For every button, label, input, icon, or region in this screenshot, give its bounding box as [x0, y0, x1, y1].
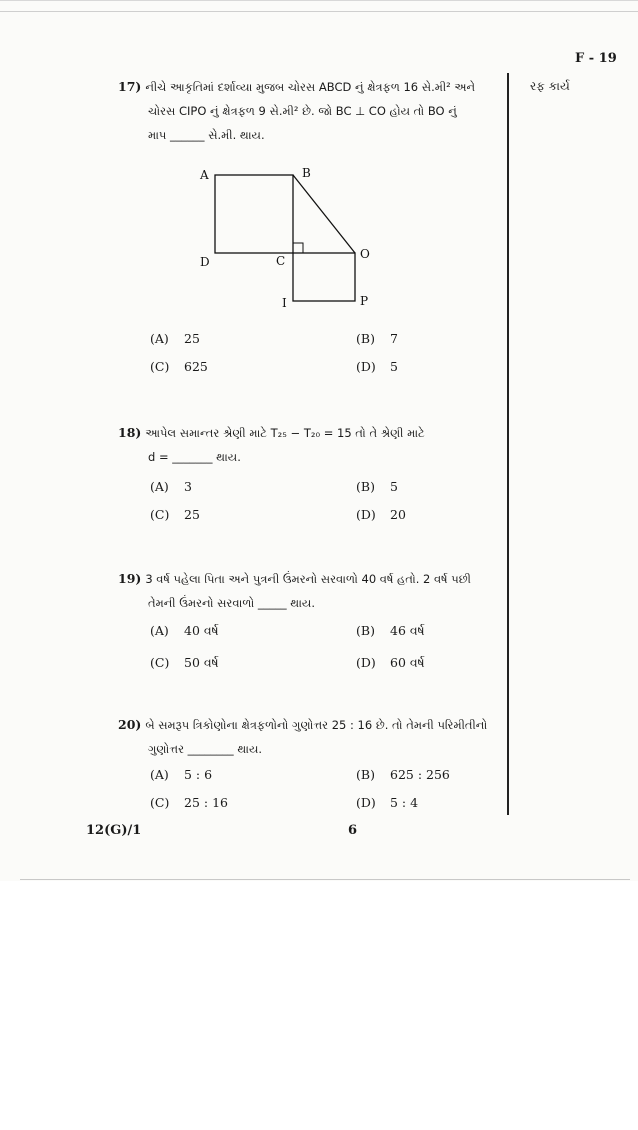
question-number: 19) — [118, 571, 142, 586]
question-text-line: d = _______ થાય. — [148, 450, 241, 464]
option-value: 60 વર્ષ — [390, 655, 425, 670]
option-a[interactable] — [150, 767, 212, 782]
option-c[interactable] — [150, 359, 208, 374]
option-c[interactable] — [150, 507, 200, 522]
option-value: 50 વર્ષ — [184, 655, 219, 670]
option-value: 7 — [390, 331, 398, 346]
question-17 — [118, 75, 506, 147]
label-i: I — [282, 296, 287, 310]
square-abcd — [215, 175, 293, 253]
option-value: 5 : 4 — [390, 795, 419, 810]
option-c[interactable] — [150, 655, 219, 671]
option-label: (A) — [150, 767, 169, 782]
page-code: F - 19 — [575, 51, 617, 66]
option-label: (D) — [356, 359, 376, 374]
option-value: 46 વર્ષ — [390, 623, 425, 638]
label-a: A — [200, 168, 209, 182]
question-text-line: બે સમરૂપ ત્રિકોણોના ક્ષેત્રફળોનો ગુણોત્તર 25 : 16 છે. તો તેમની પરિમીતીનો — [145, 718, 488, 732]
option-value: 3 — [184, 479, 192, 494]
option-b[interactable] — [356, 479, 398, 494]
option-value: 25 — [184, 331, 200, 346]
top-rule — [0, 11, 638, 12]
option-b[interactable] — [356, 623, 425, 639]
option-value: 40 વર્ષ — [184, 623, 219, 638]
option-label: (A) — [150, 623, 169, 638]
question-19 — [118, 567, 506, 615]
right-angle-mark — [293, 243, 303, 253]
option-value: 5 — [390, 359, 398, 374]
option-label: (A) — [150, 479, 169, 494]
question-text-line: ચોરસ CIPO નું ક્ષેત્રફળ 9 સે.મી² છે. જો BC ⊥ CO હોય તો BO નું — [148, 104, 457, 118]
rough-work-divider — [507, 73, 509, 815]
option-b[interactable] — [356, 767, 450, 782]
option-d[interactable] — [356, 655, 425, 671]
label-c: C — [276, 254, 286, 268]
question-text-line: નીચે આકૃતિમાં દર્શાવ્યા મુજબ ચોરસ ABCD નું ક્ષેત્રફળ 16 સે.મી² અને — [145, 80, 476, 94]
question-text-line: 3 વર્ષ પહેલા પિતા અને પુત્રની ઉંમરનો સરવાળો 40 વર્ષ હતો. 2 વર્ષ પછી — [145, 572, 471, 586]
segment-bo — [293, 175, 355, 253]
square-figure — [190, 163, 390, 311]
option-label: (D) — [356, 795, 376, 810]
paper-code: 12(G)/1 — [86, 823, 142, 838]
question-text-line: ગુણોત્તર ________ થાય. — [148, 742, 263, 756]
option-d[interactable] — [356, 507, 406, 522]
question-text-line: માપ ______ સે.મી. થાય. — [148, 128, 265, 142]
option-value: 25 : 16 — [184, 795, 228, 810]
option-a[interactable] — [150, 479, 192, 494]
option-value: 625 : 256 — [390, 767, 450, 782]
page-number: 6 — [348, 823, 358, 838]
question-number: 18) — [118, 425, 142, 440]
option-label: (A) — [150, 331, 169, 346]
option-label: (B) — [356, 767, 375, 782]
option-label: (D) — [356, 655, 376, 670]
option-value: 5 : 6 — [184, 767, 213, 782]
option-value: 20 — [390, 507, 406, 522]
option-value: 25 — [184, 507, 200, 522]
option-label: (B) — [356, 623, 375, 638]
question-number: 17) — [118, 79, 142, 94]
option-label: (C) — [150, 359, 170, 374]
option-label: (C) — [150, 655, 170, 670]
option-label: (B) — [356, 479, 375, 494]
label-b: B — [302, 166, 311, 180]
question-18 — [118, 421, 506, 469]
option-d[interactable] — [356, 795, 418, 810]
option-c[interactable] — [150, 795, 228, 810]
label-d: D — [200, 255, 210, 269]
rough-work-label: રફ કાર્ય — [530, 79, 570, 93]
bottom-rule — [20, 879, 630, 880]
option-d[interactable] — [356, 359, 398, 374]
question-20 — [118, 713, 506, 761]
option-label: (C) — [150, 507, 170, 522]
label-o: O — [360, 247, 370, 261]
option-a[interactable] — [150, 331, 200, 346]
label-p: P — [360, 294, 369, 308]
square-cipo — [293, 253, 355, 301]
question-text-line: તેમની ઉંમરનો સરવાળો _____ થાય. — [148, 596, 315, 610]
option-label: (D) — [356, 507, 376, 522]
option-label: (B) — [356, 331, 375, 346]
option-a[interactable] — [150, 623, 219, 639]
question-number: 20) — [118, 717, 142, 732]
question-text-line: આપેલ સમાન્તર શ્રેણી માટે T₂₅ − T₂₀ = 15 તો તે શ્રેણી માટે — [145, 426, 425, 440]
option-b[interactable] — [356, 331, 398, 346]
option-label: (C) — [150, 795, 170, 810]
option-value: 625 — [184, 359, 208, 374]
option-value: 5 — [390, 479, 398, 494]
